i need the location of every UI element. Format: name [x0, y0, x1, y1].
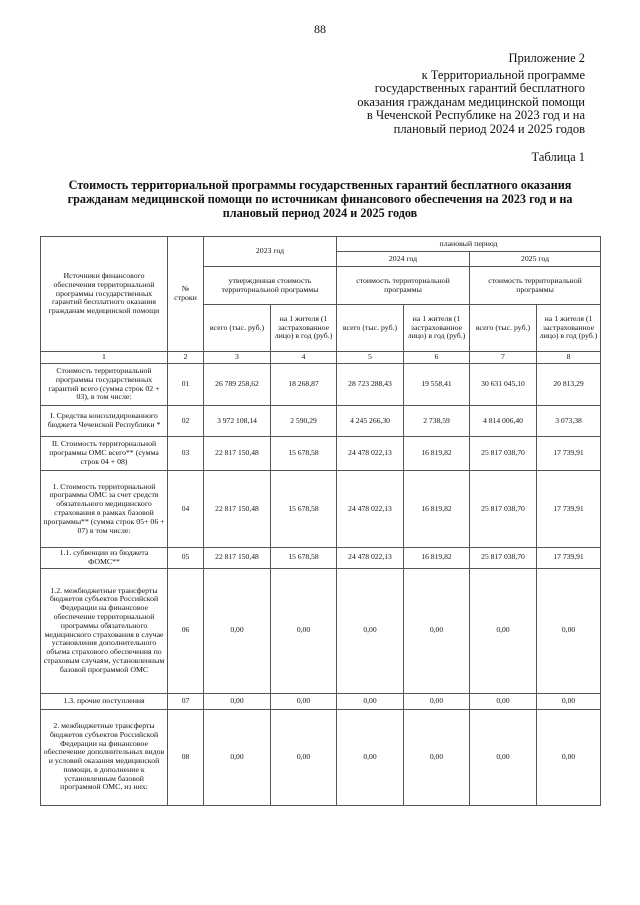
row-number-cell: 03	[168, 437, 204, 471]
value-cell: 0,00	[204, 568, 271, 693]
value-cell: 0,00	[404, 568, 470, 693]
value-cell: 3 972 108,14	[204, 406, 271, 437]
header-total: всего (тыс. руб.)	[204, 305, 271, 352]
page-number: 88	[314, 22, 326, 36]
value-cell: 0,00	[271, 709, 337, 805]
value-cell: 15 678,58	[271, 437, 337, 471]
value-cell: 15 678,58	[271, 471, 337, 548]
source-cell: 1. Стоимость территориальной программы ОМС за счет средств обязательного медицинского страхования в рамках базовой программы** (сумма строк 05+ 06 + 07) в том числе:	[41, 471, 168, 548]
document-title: Стоимость территориальной программы государственных гарантий бесплатного оказания гражданам медицинской помощи по источникам финансового обеспечения на 2023 год и на плановый период 2024 и 2025 годов	[67, 178, 573, 220]
value-cell: 0,00	[271, 568, 337, 693]
value-cell: 0,00	[470, 568, 537, 693]
source-cell: 2. межбюджетные трансферты бюджетов субъектов Российской Федерации на финансовое обеспечение дополнительных видов и условий оказания медицинской помощи, в дополнение к установленным базовой программой ОМС, из них:	[41, 709, 168, 805]
value-cell: 4 245 266,30	[337, 406, 404, 437]
value-cell: 16 819,82	[404, 548, 470, 569]
value-cell: 17 739,91	[537, 437, 601, 471]
row-number-cell: 06	[168, 568, 204, 693]
source-cell: Стоимость территориальной программы государственных гарантий всего (сумма строк 02 + 03), в том числе:	[41, 364, 168, 406]
annex-line: к Территориальной программе	[421, 67, 585, 82]
value-cell: 24 478 022,13	[337, 548, 404, 569]
value-cell: 0,00	[337, 568, 404, 693]
header-approved-cost: утвержденная стоимость территориальной программы	[204, 267, 337, 305]
table-label: Таблица 1	[531, 150, 585, 164]
table-row	[41, 568, 601, 693]
row-number-cell: 05	[168, 548, 204, 569]
column-index: 3	[204, 352, 271, 364]
row-number-cell: 02	[168, 406, 204, 437]
header-planned-period: плановый период	[337, 237, 601, 252]
value-cell: 24 478 022,13	[337, 471, 404, 548]
value-cell: 16 819,82	[404, 437, 470, 471]
row-number-cell: 01	[168, 364, 204, 406]
header-per-capita: на 1 жителя (1 застрахованное лицо) в год (руб.)	[537, 305, 601, 352]
value-cell: 0,00	[537, 693, 601, 709]
header-row	[41, 237, 601, 252]
value-cell: 25 817 038,70	[470, 437, 537, 471]
value-cell: 22 817 150,48	[204, 437, 271, 471]
annex-line: государственных гарантий бесплатного	[374, 81, 585, 95]
header-source: Источники финансового обеспечения территориальной программы государственных гарантий бесплатного оказания гражданам медицинской помощи	[41, 237, 168, 352]
value-cell: 0,00	[470, 693, 537, 709]
annex-title: Приложение 2	[508, 51, 585, 65]
table-row	[41, 437, 601, 471]
value-cell: 15 678,58	[271, 548, 337, 569]
value-cell: 0,00	[537, 568, 601, 693]
header-cost-2025: стоимость территориальной программы	[470, 267, 601, 305]
value-cell: 3 073,38	[537, 406, 601, 437]
column-index: 7	[470, 352, 537, 364]
value-cell: 22 817 150,48	[204, 548, 271, 569]
table-row	[41, 471, 601, 548]
value-cell: 2 590,29	[271, 406, 337, 437]
table-row	[41, 406, 601, 437]
value-cell: 20 813,29	[537, 364, 601, 406]
annex-block	[285, 52, 585, 136]
table-row	[41, 364, 601, 406]
column-index: 1	[41, 352, 168, 364]
table-row	[41, 709, 601, 805]
header-year-2024: 2024 год	[337, 252, 470, 267]
table-body	[41, 364, 601, 806]
value-cell: 24 478 022,13	[337, 437, 404, 471]
value-cell: 25 817 038,70	[470, 471, 537, 548]
row-number-cell: 04	[168, 471, 204, 548]
header-row-number: № строки	[168, 237, 204, 352]
source-cell: I. Средства консолидированного бюджета Чеченской Республики *	[41, 406, 168, 437]
header-total: всего (тыс. руб.)	[337, 305, 404, 352]
value-cell: 17 739,91	[537, 548, 601, 569]
source-cell: 1.2. межбюджетные трансферты бюджетов субъектов Российской Федерации на финансовое обеспечение территориальной программы обязательного медицинского страхования в случае установления дополнительного объема страхового обеспечения по страховым случаям, установленным базовой программой ОМС	[41, 568, 168, 693]
value-cell: 4 814 006,40	[470, 406, 537, 437]
value-cell: 28 723 288,43	[337, 364, 404, 406]
value-cell: 0,00	[271, 693, 337, 709]
value-cell: 26 789 258,62	[204, 364, 271, 406]
financing-table	[40, 236, 601, 806]
column-index: 5	[337, 352, 404, 364]
value-cell: 0,00	[537, 709, 601, 805]
value-cell: 0,00	[337, 693, 404, 709]
header-per-capita: на 1 жителя (1 застрахованное лицо) в год (руб.)	[404, 305, 470, 352]
value-cell: 30 631 045,10	[470, 364, 537, 406]
table-row	[41, 548, 601, 569]
value-cell: 18 268,87	[271, 364, 337, 406]
value-cell: 16 819,82	[404, 471, 470, 548]
header-total: всего (тыс. руб.)	[470, 305, 537, 352]
annex-line: оказания гражданам медицинской помощи	[357, 94, 585, 109]
value-cell: 22 817 150,48	[204, 471, 271, 548]
value-cell: 19 558,41	[404, 364, 470, 406]
header-per-capita: на 1 жителя (1 застрахованное лицо) в год (руб.)	[271, 305, 337, 352]
header-year-2023: 2023 год	[204, 237, 337, 267]
column-index-row	[41, 352, 601, 364]
row-number-cell: 07	[168, 693, 204, 709]
value-cell: 0,00	[337, 709, 404, 805]
value-cell: 0,00	[470, 709, 537, 805]
column-index: 8	[537, 352, 601, 364]
column-index: 2	[168, 352, 204, 364]
header-year-2025: 2025 год	[470, 252, 601, 267]
value-cell: 2 738,59	[404, 406, 470, 437]
source-cell: 1.1. субвенции из бюджета ФОМС**	[41, 548, 168, 569]
source-cell: II. Стоимость территориальной программы ОМС всего** (сумма строк 04 + 08)	[41, 437, 168, 471]
source-cell: 1.3. прочие поступления	[41, 693, 168, 709]
value-cell: 0,00	[204, 709, 271, 805]
value-cell: 0,00	[404, 709, 470, 805]
column-index: 6	[404, 352, 470, 364]
value-cell: 17 739,91	[537, 471, 601, 548]
value-cell: 25 817 038,70	[470, 548, 537, 569]
column-index: 4	[271, 352, 337, 364]
header-cost-2024: стоимость территориальной программы	[337, 267, 470, 305]
value-cell: 0,00	[204, 693, 271, 709]
table-row	[41, 693, 601, 709]
row-number-cell: 08	[168, 709, 204, 805]
annex-line: в Чеченской Республике на 2023 год и на	[366, 108, 585, 122]
annex-line: плановый период 2024 и 2025 годов	[393, 121, 585, 136]
value-cell: 0,00	[404, 693, 470, 709]
